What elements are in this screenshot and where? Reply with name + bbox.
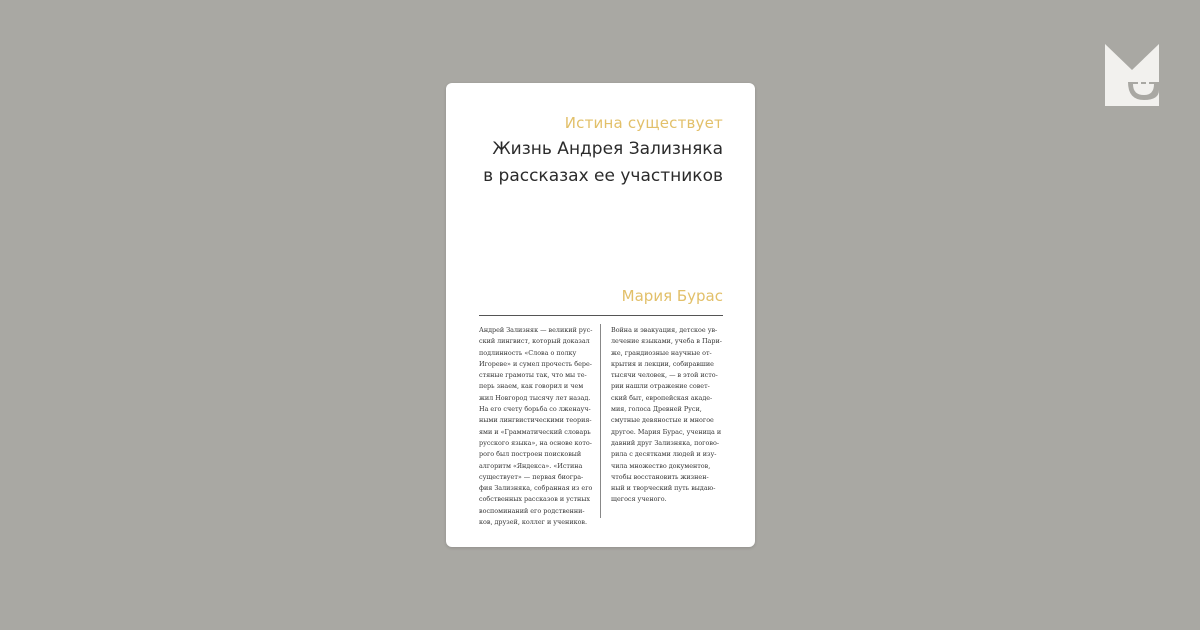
blurb-line: ными лингвистическими теория- [479,416,592,425]
blurb-right-column [611,325,725,506]
blurb-line: рила с десятками людей и изу- [611,450,717,459]
blurb-line: алгоритм «Яндекса». «Истина [479,461,583,470]
blurb-line: стяные грамоты так, что мы те- [479,371,587,380]
blurb-line: чила множество документов, [611,461,711,470]
blurb-line: рии нашли отражение совет- [611,382,710,391]
blurb-line: Игореве» и сумел прочесть бере- [479,359,592,368]
divider-rule [479,315,723,316]
blurb-line: собственных рассказов и устных [479,495,590,504]
blurb-line: давний друг Зализняка, погово- [611,438,719,447]
blurb-line: же, грандиозные научные от- [611,348,712,357]
book-title-line-2: в рассказах ее участников [483,166,723,186]
blurb-line: жил Новгород тысячу лет назад. [479,393,591,402]
blurb-line: Война и эвакуация, детское ув- [611,326,718,334]
blurb-line: ский лингвист, который доказал [479,337,590,346]
blurb-line: смутные девяностые и многое [611,416,714,425]
series-title: Истина существует [564,114,723,132]
column-divider [600,324,601,518]
blurb-line: ями и «Грамматический словарь [479,427,591,436]
bookmate-logo-icon [1104,44,1160,106]
blurb-line: русского языка», на основе кото- [479,438,592,447]
blurb-line: существует» — первая биогра- [479,472,584,481]
blurb-line: крытия и лекции, собиравшие [611,359,714,368]
blurb-line: мия, голоса Древней Руси, [611,405,702,414]
blurb-line: щегося ученого. [611,495,667,504]
blurb-line: подлинность «Слова о полку [479,348,577,357]
blurb-line: Андрей Зализняк — великий рус- [479,326,593,334]
blurb-line: ков, друзей, коллег и учеников. [479,518,588,527]
blurb-line: фия Зализняка, собранная из его [479,484,593,493]
blurb-line: ский быт, европейская акаде- [611,393,713,402]
blurb-line: тысячи человек, — в этой исто- [611,371,718,380]
blurb-line: чтобы восстановить жизнен- [611,472,709,481]
blurb-left-column [479,325,593,528]
blurb-line: воспоминаний его родственни- [479,506,585,515]
book-title-line-1: Жизнь Андрея Зализняка [492,139,723,159]
blurb-line: ный и творческий путь выдаю- [611,484,716,493]
blurb-line: перь знаем, как говорил и чем [479,382,584,391]
blurb-line: другое. Мария Бурас, ученица и [611,427,722,436]
blurb-line: На его счету борьба со лженауч- [479,405,591,414]
book-cover[interactable] [446,83,755,547]
blurb-line: рого был построен поисковый [479,450,582,459]
book-author: Мария Бурас [621,287,723,305]
blurb-line: лечение языками, учеба в Пари- [611,337,722,346]
